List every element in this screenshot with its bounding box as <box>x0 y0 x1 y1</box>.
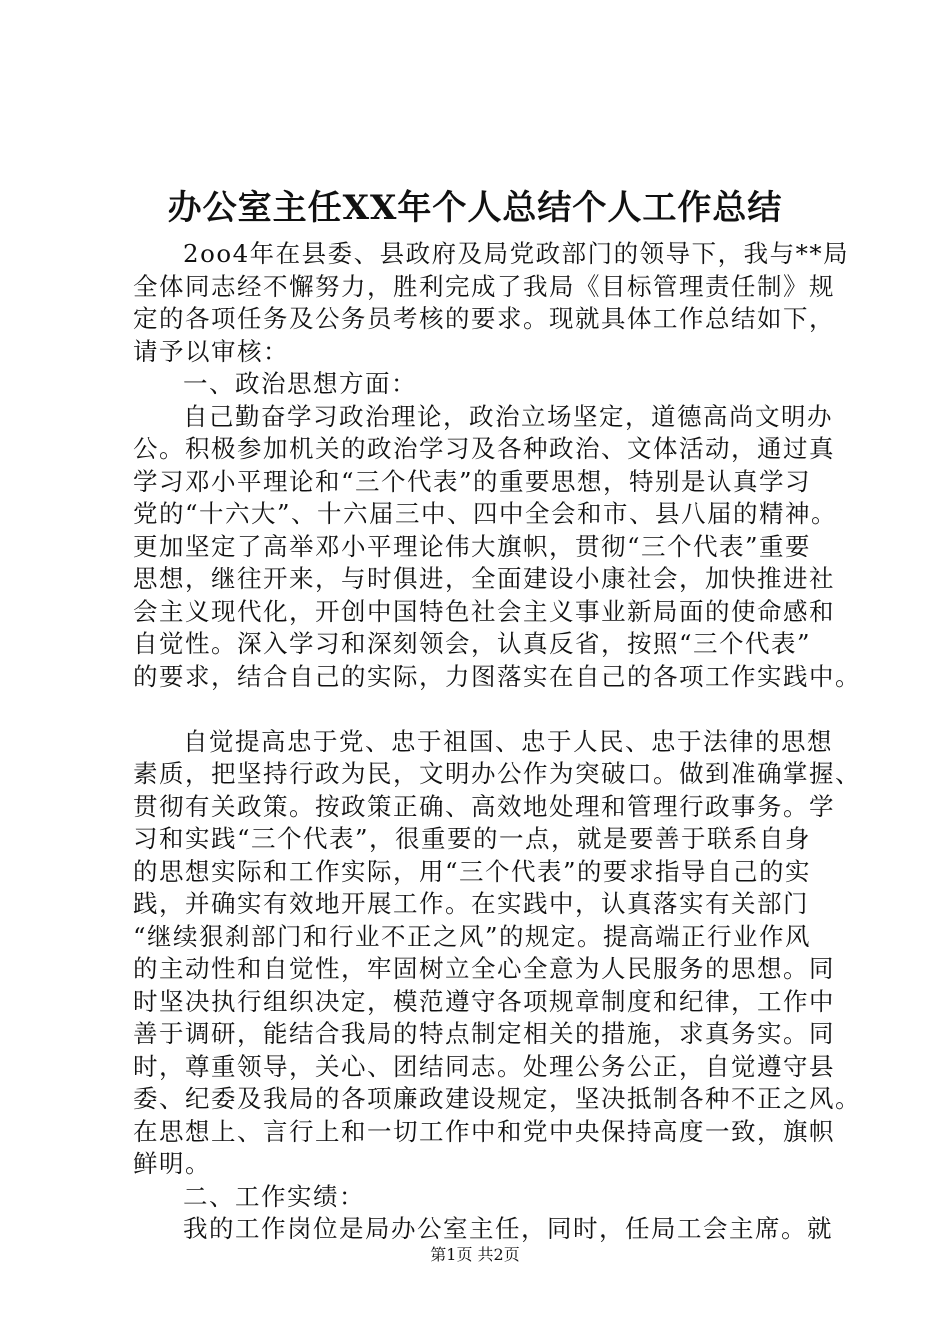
text-line: 自觉性。深入学习和深刻领会，认真反省，按照“三个代表” <box>133 629 812 658</box>
text-line: 践，并确实有效地开展工作。在实践中，认真落实有关部门 <box>133 889 809 918</box>
text-line: 更加坚定了高举邓小平理论伟大旗帜，贯彻“三个代表”重要 <box>133 531 812 561</box>
page-footer: 第1页 共2页 <box>430 1245 520 1264</box>
text-line: 鲜明。 <box>133 1149 211 1178</box>
text-line: 素质，把坚持行政为民，文明办公作为突破口。做到准确掌握、 <box>133 759 861 788</box>
text-line: 二、工作实绩： <box>183 1181 365 1211</box>
text-line: 自觉提高忠于党、忠于祖国、忠于人民、忠于法律的思想 <box>183 726 833 756</box>
text-line: 一、政治思想方面： <box>183 369 417 398</box>
text-line: 公。积极参加机关的政治学习及各种政治、文体活动，通过真 <box>133 434 835 463</box>
text-line: 时坚决执行组织决定，模范遵守各项规章制度和纪律，工作中 <box>133 986 835 1016</box>
text-line: 思想，继往开来，与时俱进，全面建设小康社会，加快推进社 <box>133 564 835 593</box>
text-line: 的主动性和自觉性，牢固树立全心全意为人民服务的思想。同 <box>133 954 835 983</box>
document-title: 办公室主任XX年个人总结个人工作总结 <box>167 188 783 228</box>
text-line: 2oo4年在县委、县政府及局党政部门的领导下，我与**局 <box>183 239 850 268</box>
text-line: 在思想上、言行上和一切工作中和党中央保持高度一致，旗帜 <box>133 1116 835 1146</box>
text-line: 自己勤奋学习政治理论，政治立场坚定，道德高尚文明办 <box>183 401 833 431</box>
text-line: 时，尊重领导，关心、团结同志。处理公务公正，自觉遵守县 <box>133 1051 835 1081</box>
text-line: 善于调研，能结合我局的特点制定相关的措施，求真务实。同 <box>133 1019 835 1048</box>
text-line: 习和实践“三个代表”，很重要的一点，就是要善于联系自身 <box>133 824 812 853</box>
text-line: 的要求，结合自己的实际，力图落实在自己的各项工作实践中。 <box>133 661 861 691</box>
blank-line <box>133 693 833 726</box>
text-line: 学习邓小平理论和“三个代表”的重要思想，特别是认真学习 <box>133 466 812 496</box>
document-body <box>133 238 861 1246</box>
text-line: “继续狠刹部门和行业不正之风”的规定。提高端正行业作风 <box>133 921 812 951</box>
text-line: 请予以审核： <box>133 336 289 366</box>
text-line: 定的各项任务及公务员考核的要求。现就具体工作总结如下， <box>133 304 835 333</box>
text-line: 我的工作岗位是局办公室主任，同时，任局工会主席。就 <box>183 1214 833 1243</box>
text-line: 贯彻有关政策。按政策正确、高效地处理和管理行政事务。学 <box>133 791 835 821</box>
text-line: 的思想实际和工作实际，用“三个代表”的要求指导自己的实 <box>133 856 812 886</box>
text-line: 全体同志经不懈努力，胜利完成了我局《目标管理责任制》规 <box>133 271 835 301</box>
text-line: 会主义现代化，开创中国特色社会主义事业新局面的使命感和 <box>133 596 835 626</box>
text-line: 委、纪委及我局的各项廉政建设规定，坚决抵制各种不正之风。 <box>133 1084 861 1113</box>
text-line: 党的“十六大”、十六届三中、四中全会和市、县八届的精神。 <box>133 499 838 528</box>
